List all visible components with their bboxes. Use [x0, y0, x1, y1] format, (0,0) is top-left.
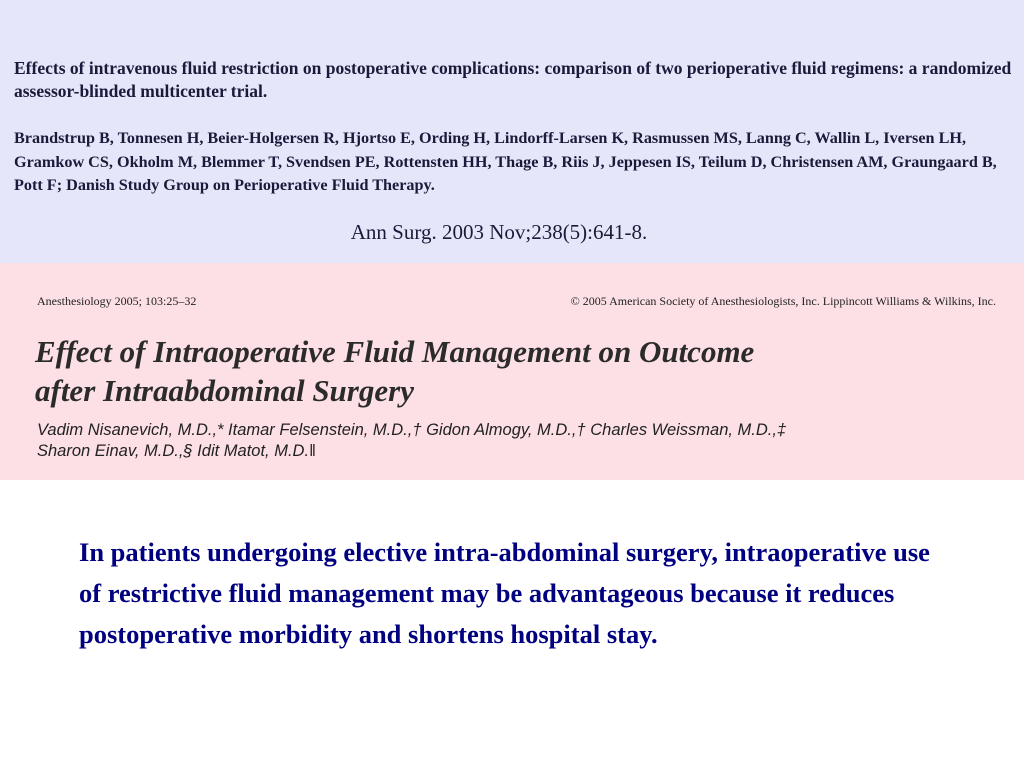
copyright-notice: © 2005 American Society of Anesthesiologists, Inc. Lippincott Williams & Wilkins, Inc. — [570, 294, 996, 308]
article-authors — [37, 420, 997, 462]
article-title-line: after Intraabdominal Surgery — [35, 373, 414, 408]
reference-title: Effects of intravenous fluid restriction on postoperative complications: comparison of two perioperative fluid regimens: a randomized assessor-blinded multicenter trial. — [14, 58, 1012, 101]
conclusion-text: In patients undergoing elective intra-abdominal surgery, intraoperative use of restrictive fluid management may be advantageous because it reduces postoperative morbidity and shortens hospital stay. — [79, 537, 930, 649]
article-header-panel-nisanevich — [0, 263, 1024, 480]
article-authors-line: Vadim Nisanevich, M.D.,* Itamar Felsenstein, M.D.,† Gidon Almogy, M.D.,† Charles Weissman, M.D.,‡ — [37, 421, 787, 439]
article-authors-line: Sharon Einav, M.D.,§ Idit Matot, M.D.‖ — [37, 442, 316, 460]
article-title-line: Effect of Intraoperative Fluid Management on Outcome — [35, 334, 755, 369]
reference-panel-brandstrup — [0, 0, 1024, 263]
journal-info: Anesthesiology 2005; 103:25–32 — [37, 294, 197, 308]
article-title — [35, 332, 995, 410]
reference-citation: Ann Surg. 2003 Nov;238(5):641-8. — [350, 220, 648, 244]
reference-authors: Brandstrup B, Tonnesen H, Beier-Holgersen R, Hjortso E, Ording H, Lindorff-Larsen K, Rasmussen MS, Lanng C, Wallin L, Iversen LH, Gramkow CS, Okholm M, Blemmer T, Svendsen PE, Rottensten HH, Thage B, Riis J, Jeppesen IS, Teilum D, Christensen AM, Graungaard B, Pott F; Danish Study Group on Perioperative Fluid Therapy. — [14, 129, 997, 194]
